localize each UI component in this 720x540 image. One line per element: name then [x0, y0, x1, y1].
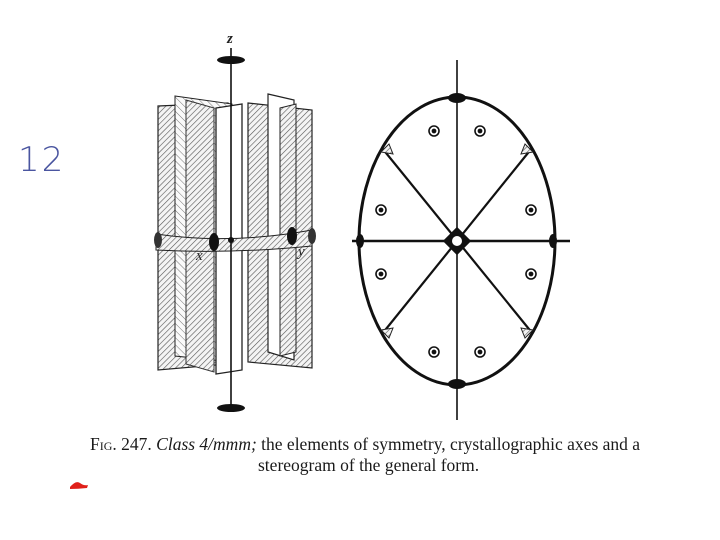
stereogram-pole-right-icon: [549, 234, 557, 248]
fourfold-axis-top-icon: [217, 56, 245, 64]
axis-label-y: y: [298, 244, 305, 260]
handwritten-note: 12: [18, 140, 66, 180]
stereogram-pole-left-icon: [356, 234, 364, 248]
twofold-axis-y-icon: [287, 227, 297, 245]
axis-label-x: x: [196, 248, 203, 264]
figure-caption: [90, 434, 650, 476]
caption-figure-number: Fig. 247.: [90, 434, 152, 454]
stereogram: [352, 60, 570, 420]
twofold-axis-x-icon: [209, 233, 219, 251]
fourfold-axis-bottom-icon: [217, 404, 245, 412]
caption-line1: the elements of symmetry, crystallographic axes and a: [256, 434, 641, 454]
center-point-icon: [228, 237, 234, 243]
twofold-axis-left-icon: [154, 232, 162, 248]
axis-label-z: z: [227, 31, 233, 47]
stereogram-pole-top-icon: [448, 93, 466, 103]
red-ink-mark: [68, 478, 90, 490]
twofold-axis-right-icon: [308, 228, 316, 244]
caption-class: Class 4/mmm;: [156, 434, 257, 454]
stereogram-pole-bottom-icon: [448, 379, 466, 389]
caption-line2: stereogram of the general form.: [258, 455, 480, 475]
